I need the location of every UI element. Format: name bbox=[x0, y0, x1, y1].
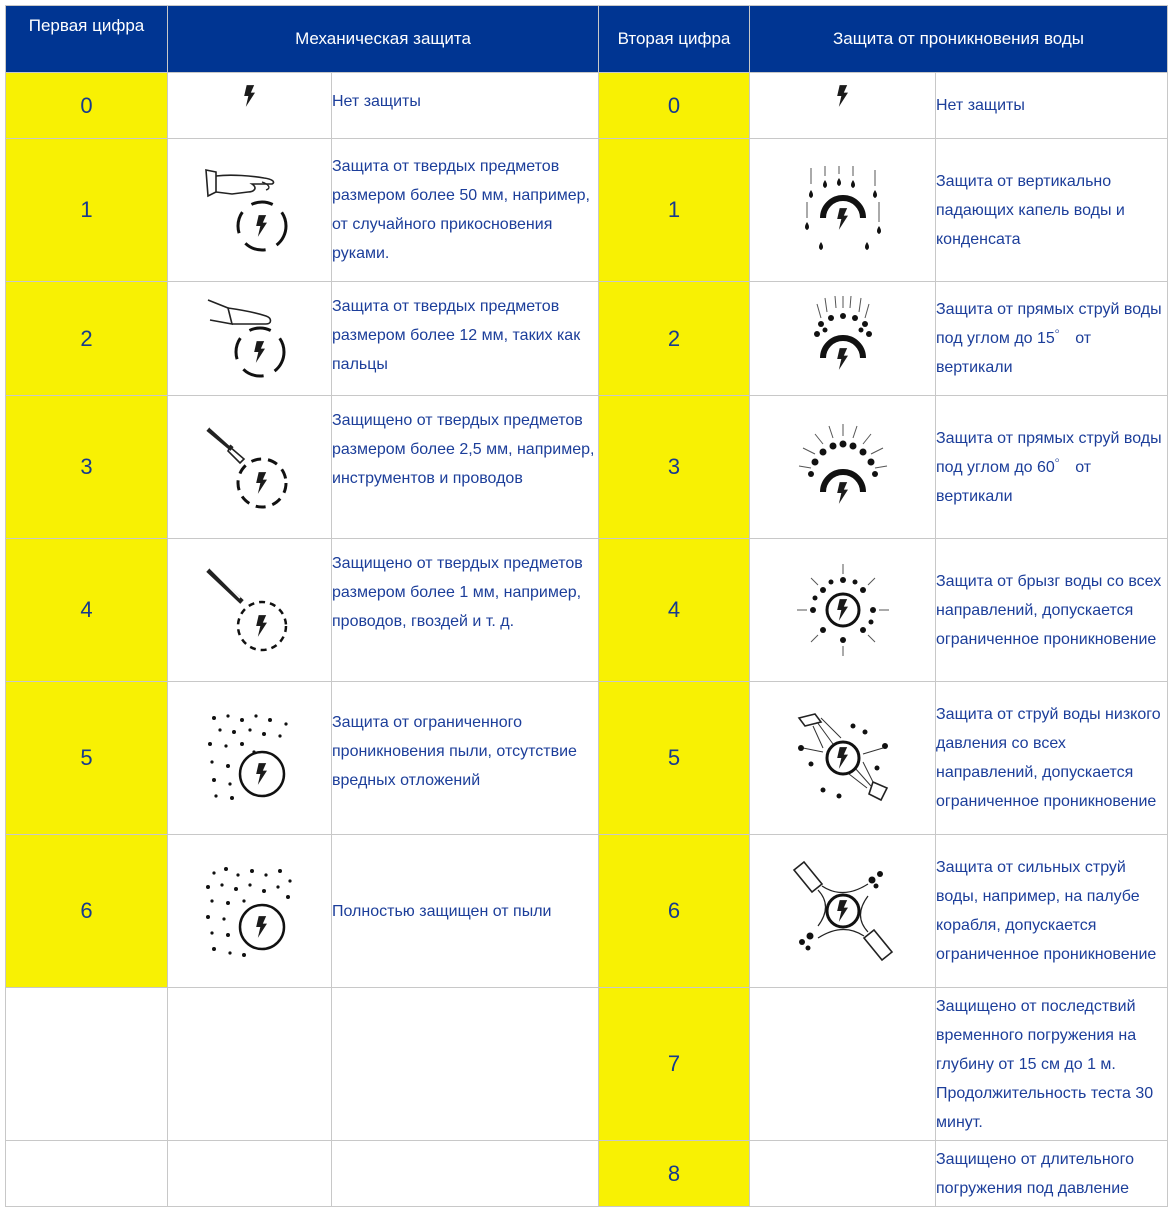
second-digit-cell: 6 bbox=[599, 835, 750, 988]
header-first-digit: Первая цифра bbox=[6, 6, 168, 73]
mech-description: Полностью защищен от пыли bbox=[332, 835, 599, 988]
header-row bbox=[6, 6, 1168, 73]
water-description: Защита от вертикально падающих капель воды и конденсата bbox=[936, 139, 1168, 282]
mech-icon-cell bbox=[168, 539, 332, 682]
water-icon-cell bbox=[750, 682, 936, 835]
mech-description: Защищено от твердых предметов размером более 1 мм, например, проводов, гвоздей и т. д. bbox=[332, 539, 599, 682]
second-digit-cell: 2 bbox=[599, 282, 750, 396]
water-icon-cell bbox=[750, 988, 936, 1141]
first-digit-cell bbox=[6, 1141, 168, 1207]
first-digit-cell: 3 bbox=[6, 396, 168, 539]
first-digit-cell: 2 bbox=[6, 282, 168, 396]
mech-icon-cell bbox=[168, 1141, 332, 1207]
table-row bbox=[6, 988, 1168, 1141]
mech-description: Нет защиты bbox=[332, 73, 599, 139]
water-description: Защита от прямых струй воды под углом до 15゜ от вертикали bbox=[936, 282, 1168, 396]
water-icon-cell bbox=[750, 396, 936, 539]
first-digit-cell: 0 bbox=[6, 73, 168, 139]
water-icon-cell bbox=[750, 282, 936, 396]
second-digit-cell: 4 bbox=[599, 539, 750, 682]
hand-icon bbox=[202, 162, 298, 258]
water-description: Защита от сильных струй воды, например, на палубе корабля, допускается ограниченное проникновение bbox=[936, 835, 1168, 988]
mech-icon-cell bbox=[168, 396, 332, 539]
mech-description bbox=[332, 1141, 599, 1207]
water-description: Защита от струй воды низкого давления со всех направлений, допускается ограниченное проникновение bbox=[936, 682, 1168, 835]
water-description: Защищено от длительного погружения под давление bbox=[936, 1141, 1168, 1207]
finger-icon bbox=[202, 294, 298, 384]
second-digit-cell: 5 bbox=[599, 682, 750, 835]
water-description: Защита от брызг воды со всех направлений, допускается ограниченное проникновение bbox=[936, 539, 1168, 682]
mech-description: Защита от ограниченного проникновения пыли, отсутствие вредных отложений bbox=[332, 682, 599, 835]
table-row bbox=[6, 282, 1168, 396]
vertical-drops-icon bbox=[795, 162, 891, 258]
lightning-icon bbox=[833, 83, 853, 109]
first-digit-cell: 6 bbox=[6, 835, 168, 988]
wire-icon bbox=[202, 562, 298, 658]
spray-15-icon bbox=[795, 294, 891, 384]
mech-description: Защищено от твердых предметов размером более 2,5 мм, например, инструментов и проводов bbox=[332, 396, 599, 539]
dust-icon bbox=[202, 710, 298, 806]
mech-icon-cell bbox=[168, 682, 332, 835]
ip-table bbox=[5, 5, 1168, 1207]
second-digit-cell: 1 bbox=[599, 139, 750, 282]
header-second-digit: Вторая цифра bbox=[599, 6, 750, 73]
second-digit-cell: 8 bbox=[599, 1141, 750, 1207]
water-icon-cell bbox=[750, 73, 936, 139]
mech-icon-cell bbox=[168, 139, 332, 282]
water-icon-cell bbox=[750, 139, 936, 282]
second-digit-cell: 7 bbox=[599, 988, 750, 1141]
first-digit-cell: 1 bbox=[6, 139, 168, 282]
water-description: Защищено от последствий временного погружения на глубину от 15 см до 1 м. Продолжительность теста 30 минут. bbox=[936, 988, 1168, 1141]
water-description: Защита от прямых струй воды под углом до 60゜ от вертикали bbox=[936, 396, 1168, 539]
table-row bbox=[6, 73, 1168, 139]
mech-description bbox=[332, 988, 599, 1141]
header-mechanical: Механическая защита bbox=[168, 6, 599, 73]
mech-icon-cell bbox=[168, 73, 332, 139]
table-row bbox=[6, 682, 1168, 835]
first-digit-cell: 5 bbox=[6, 682, 168, 835]
second-digit-cell: 3 bbox=[599, 396, 750, 539]
tool-icon bbox=[202, 419, 298, 515]
water-icon-cell bbox=[750, 1141, 936, 1207]
mech-icon-cell bbox=[168, 835, 332, 988]
mech-description: Защита от твердых предметов размером более 12 мм, таких как пальцы bbox=[332, 282, 599, 396]
table-row bbox=[6, 139, 1168, 282]
mech-icon-cell bbox=[168, 282, 332, 396]
low-pressure-jets-icon bbox=[793, 708, 893, 808]
dust-tight-icon bbox=[202, 863, 298, 959]
water-description: Нет защиты bbox=[936, 73, 1168, 139]
lightning-icon bbox=[240, 83, 260, 109]
water-icon-cell bbox=[750, 835, 936, 988]
table-row bbox=[6, 835, 1168, 988]
table-row bbox=[6, 396, 1168, 539]
first-digit-cell bbox=[6, 988, 168, 1141]
second-digit-cell: 0 bbox=[599, 73, 750, 139]
header-water: Защита от проникновения воды bbox=[750, 6, 1168, 73]
powerful-jets-icon bbox=[788, 856, 898, 966]
water-icon-cell bbox=[750, 539, 936, 682]
mech-description: Защита от твердых предметов размером более 50 мм, например, от случайного прикосновения руками. bbox=[332, 139, 599, 282]
table-row bbox=[6, 1141, 1168, 1207]
first-digit-cell: 4 bbox=[6, 539, 168, 682]
mech-icon-cell bbox=[168, 988, 332, 1141]
spray-60-icon bbox=[793, 422, 893, 512]
table-row bbox=[6, 539, 1168, 682]
splash-all-icon bbox=[793, 560, 893, 660]
